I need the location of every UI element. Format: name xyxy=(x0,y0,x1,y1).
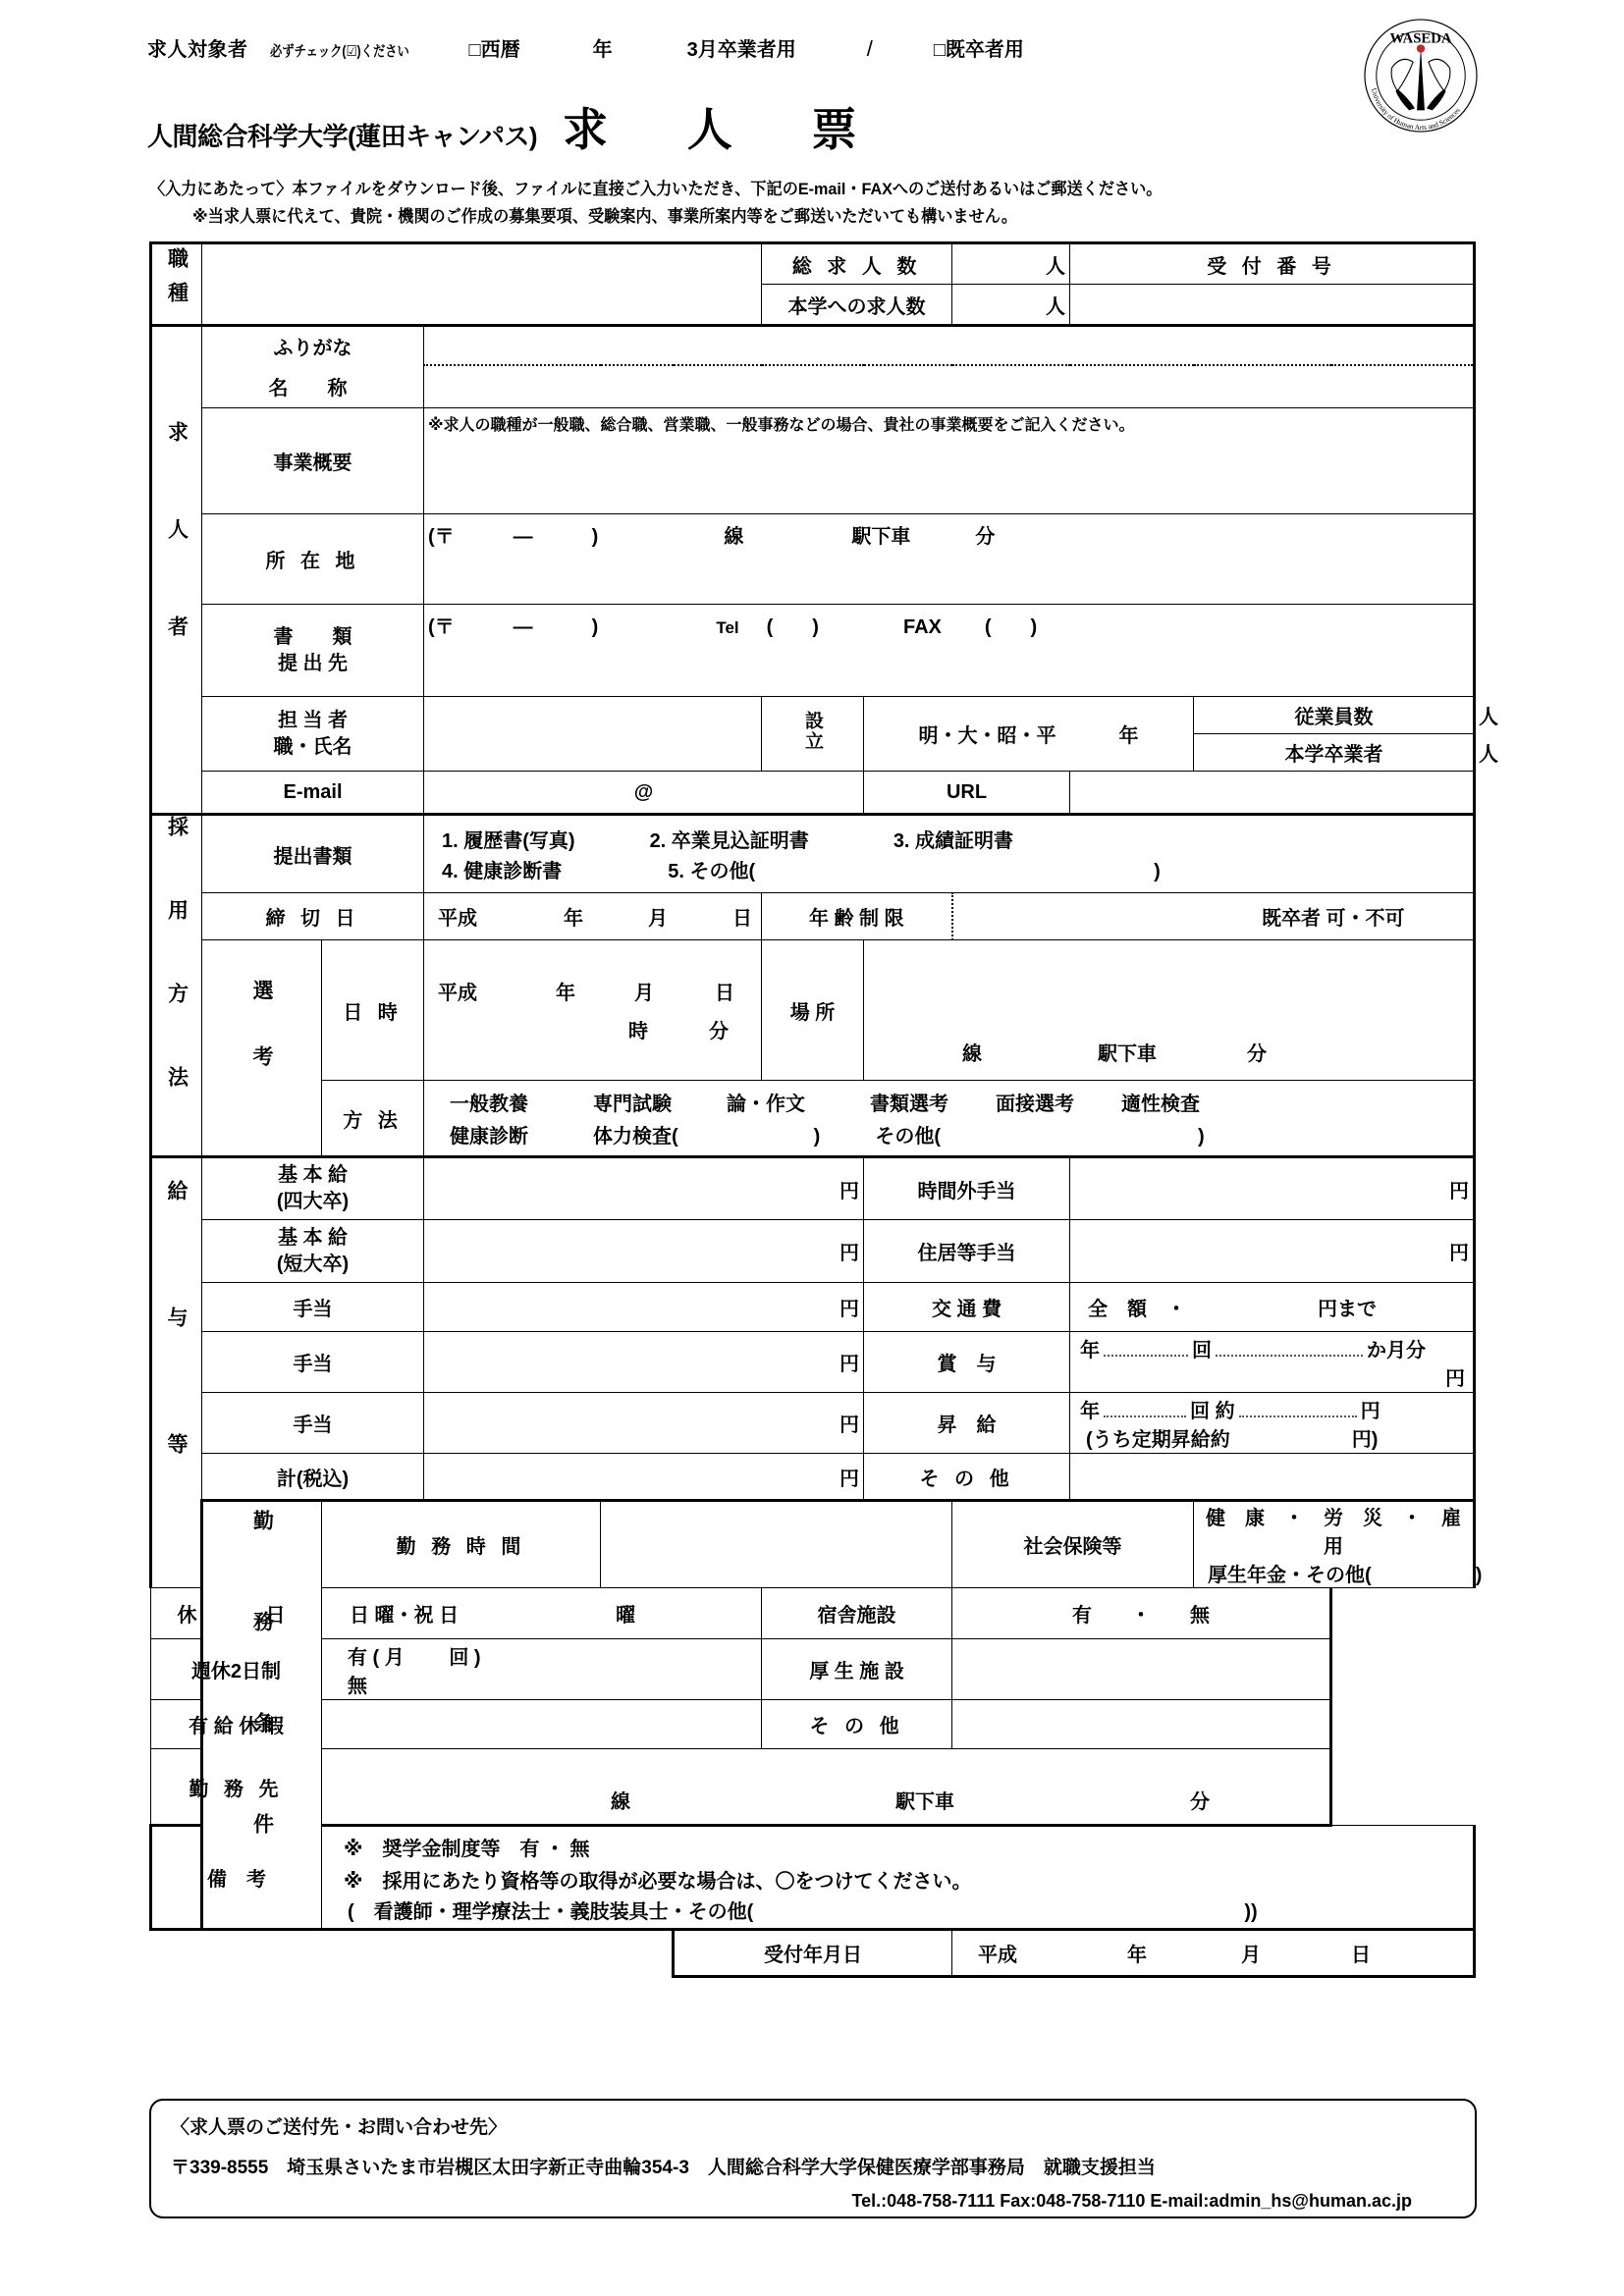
cell-input-welfare-facility[interactable] xyxy=(952,1639,1331,1700)
doc-option-1[interactable]: 1. 履歴書(写真) xyxy=(442,830,575,852)
yen-unit-overtime: 円 xyxy=(1449,1180,1470,1202)
bonus-yen-unit: 円 xyxy=(1445,1367,1466,1390)
cell-input-age-limit[interactable] xyxy=(952,893,1194,940)
yen-unit-allowance-1: 円 xyxy=(839,1299,860,1320)
business-summary-hint: ※求人の職種が一般職、総合職、営業職、一般事務などの場合、貴社の事業概要をご記入ください。 xyxy=(428,417,1135,434)
cell-label-selection: 選考 xyxy=(202,940,322,1157)
cell-label-total-openings: 総 求 人 数 xyxy=(762,243,952,285)
deadline-day: 日 xyxy=(732,908,752,930)
cell-input-raise[interactable] xyxy=(1070,1393,1475,1454)
insurance-other-close: ) xyxy=(1475,1565,1483,1586)
cell-label-deadline: 締 切 日 xyxy=(202,893,424,940)
cell-label-dormitory: 宿舎施設 xyxy=(762,1588,952,1639)
cell-input-job-type[interactable] xyxy=(202,243,762,326)
method-fitness-test[interactable]: 体力検査( xyxy=(593,1126,678,1148)
cell-input-dormitory[interactable]: 有 ・ 無 xyxy=(952,1588,1331,1639)
cell-label-allowance-1: 手当 xyxy=(202,1283,424,1332)
cell-label-furigana: ふりがな xyxy=(202,326,424,365)
table-row-allowance-3 xyxy=(151,1393,1475,1454)
method-specialized-exam[interactable]: 専門試験 xyxy=(593,1094,672,1115)
establishment-year-unit: 年 xyxy=(1118,725,1139,747)
cell-input-two-day-week[interactable] xyxy=(322,1639,762,1700)
doc-dest-line1: 書 類 xyxy=(273,625,352,648)
place-rail-line: 線 xyxy=(962,1043,983,1065)
cell-input-total-openings[interactable] xyxy=(952,243,1070,285)
cell-label-place: 場 所 xyxy=(762,940,864,1081)
cell-input-transport[interactable] xyxy=(1070,1283,1475,1332)
table-row-allowance-1 xyxy=(151,1283,1475,1332)
cell-label-total-salary: 計(税込) xyxy=(202,1454,424,1501)
fax-paren: ( ) xyxy=(984,616,1038,638)
cell-label-transport: 交 通 費 xyxy=(864,1283,1070,1332)
cell-label-salary-other: そ の 他 xyxy=(864,1454,1070,1501)
yen-unit-base-2yr: 円 xyxy=(839,1243,860,1264)
raise-times-approx: 回 約 xyxy=(1190,1400,1235,1422)
header-target-line xyxy=(147,33,1024,62)
cell-label-establishment: 設立 xyxy=(762,697,864,772)
march-grad-label: 3月卒業者用 xyxy=(686,39,796,61)
place-minutes: 分 xyxy=(1247,1043,1268,1065)
table-row-address xyxy=(151,514,1475,605)
cell-label-reception-date: 受付年月日 xyxy=(674,1930,952,1977)
cell-input-furigana[interactable] xyxy=(424,326,1475,365)
doc-option-4[interactable]: 4. 健康診断書 xyxy=(442,861,563,882)
cell-input-required-documents[interactable] xyxy=(424,815,1475,893)
table-row-business-summary xyxy=(151,408,1475,514)
cell-label-overtime-allowance: 時間外手当 xyxy=(864,1157,1070,1220)
insurance-options-line2[interactable]: 厚生年金・その他( xyxy=(1208,1565,1372,1586)
cell-input-paid-leave[interactable] xyxy=(322,1700,762,1749)
cell-input-openings-for-univ[interactable] xyxy=(952,285,1070,326)
cell-label-work-other: そ の 他 xyxy=(762,1700,952,1749)
unit-person-univ: 人 xyxy=(1046,295,1066,318)
table-row-total-salary xyxy=(151,1454,1475,1501)
slash-separator: / xyxy=(866,36,873,61)
table-row-job-type xyxy=(151,243,1475,285)
base-salary-label-1: 基 本 給 xyxy=(277,1164,349,1186)
cell-label-social-insurance: 社会保険等 xyxy=(952,1501,1194,1588)
logo-waseda-text: WASEDA xyxy=(1389,30,1452,47)
cell-label-graduate-eligibility[interactable]: 既卒者 可・不可 xyxy=(1194,893,1475,940)
bonus-months-worth: か月分 xyxy=(1367,1339,1427,1362)
cell-label-required-documents: 提出書類 xyxy=(202,815,424,893)
workplace-rail-line: 線 xyxy=(611,1791,630,1813)
cell-input-document-destination[interactable] xyxy=(424,605,1475,697)
deadline-year: 年 xyxy=(564,908,583,930)
table-row-selection-datetime xyxy=(151,940,1475,1081)
input-note-line-2: ※当求人票に代えて、貴院・機関のご作成の募集要項、受験案内、事業所案内等をご郵送いただいても構いません。 xyxy=(192,207,1018,226)
cell-label-employees: 従業員数 xyxy=(1194,697,1475,734)
table-row-furigana xyxy=(151,326,1475,365)
cell-label-business-summary: 事業概要 xyxy=(202,408,424,514)
footer-contact-details: Tel.:048-758-7111 Fax:048-758-7110 E-mail:admin_hs@human.ac.jp xyxy=(851,2191,1412,2211)
footer-heading: 〈求人票のご送付先・お問い合わせ先〉 xyxy=(171,2117,508,2138)
reception-day: 日 xyxy=(1351,1945,1372,1966)
cell-label-reception-number: 受 付 番 号 xyxy=(1070,243,1475,285)
selection-minute: 分 xyxy=(709,1021,729,1042)
tel-paren: ( ) xyxy=(766,616,819,638)
cell-label-paid-leave: 有 給 休 暇 xyxy=(151,1700,322,1749)
era-options: 明・大・昭・平 xyxy=(918,725,1056,747)
reception-year: 年 xyxy=(1127,1945,1148,1966)
selection-month: 月 xyxy=(634,983,654,1004)
university-name: 人間総合科学大学(蓮田キャンパス) xyxy=(147,122,537,151)
cell-input-datetime[interactable] xyxy=(424,940,762,1081)
contact-line1: 担 当 者 xyxy=(277,709,349,731)
two-day-week-no[interactable]: 無 xyxy=(348,1675,367,1697)
yen-unit-allowance-2: 円 xyxy=(839,1354,860,1375)
place-station: 駅下車 xyxy=(1098,1043,1158,1065)
cell-input-email[interactable] xyxy=(424,772,864,815)
cell-label-work-conditions: 勤務条件 xyxy=(202,1501,322,1930)
yen-unit-total: 円 xyxy=(839,1468,860,1490)
doc-dest-line2: 提 出 先 xyxy=(277,652,349,674)
method-aptitude-test[interactable]: 適性検査 xyxy=(1121,1094,1200,1115)
cell-label-two-day-week: 週休2日制 xyxy=(151,1639,322,1700)
cell-input-total-salary[interactable] xyxy=(424,1454,864,1501)
cell-label-address: 所 在 地 xyxy=(202,514,424,605)
base-salary-label-2: 基 本 給 xyxy=(277,1226,349,1249)
cell-label-salary: 給与等 xyxy=(151,1157,202,1588)
check-note: 必ずチェック(☑)ください xyxy=(269,43,409,60)
year-unit: 年 xyxy=(592,39,613,61)
unit-person-employees: 人 xyxy=(1479,707,1499,728)
table-row-name xyxy=(151,365,1475,408)
footer-address: 〒339-8555 埼玉県さいたま市岩槻区太田字新正寺曲輪354-3 人間総合科学大学保健医療学部事務局 就職支援担当 xyxy=(171,2158,1156,2178)
cell-input-establishment[interactable] xyxy=(864,697,1194,772)
postal-code-mark-dest: (〒 ― ) xyxy=(428,616,599,638)
fax-label: FAX xyxy=(902,616,942,638)
checkbox-kisotsu[interactable]: □既卒者用 xyxy=(933,39,1024,61)
tel-label: Tel xyxy=(716,618,739,637)
unit-person-total: 人 xyxy=(1046,255,1066,278)
cell-label-base-salary-4yr xyxy=(202,1157,424,1220)
cell-input-work-other[interactable] xyxy=(952,1700,1331,1749)
cell-input-bonus[interactable] xyxy=(1070,1332,1475,1393)
deadline-month: 月 xyxy=(648,908,668,930)
cell-label-workplace: 勤 務 先 xyxy=(151,1749,322,1826)
yen-unit-housing: 円 xyxy=(1449,1243,1470,1264)
cell-label-raise: 昇 給 xyxy=(864,1393,1070,1454)
cell-input-selection-method[interactable] xyxy=(424,1081,1475,1157)
job-posting-table xyxy=(149,241,1499,1978)
base-salary-2yr-sub: (短大卒) xyxy=(276,1253,350,1275)
remark-qualification-options[interactable]: ( 看護師・理学療法士・義肢装具士・その他( xyxy=(348,1901,754,1923)
cell-label-email: E-mail xyxy=(202,772,424,815)
cell-label-holidays: 休 日 xyxy=(151,1588,322,1639)
cell-input-reception-number[interactable] xyxy=(1070,285,1475,326)
cell-input-contact-person[interactable] xyxy=(424,697,762,772)
workplace-minutes: 分 xyxy=(1190,1791,1210,1813)
holiday-sunday-public[interactable]: 日 曜・祝 日 xyxy=(350,1605,460,1627)
transport-full-amount[interactable]: 全 額 ・ xyxy=(1088,1299,1187,1320)
cell-label-job-type: 職種 xyxy=(151,243,202,326)
raise-year: 年 xyxy=(1080,1400,1101,1422)
table-row-deadline xyxy=(151,893,1475,940)
cell-label-name: 名 称 xyxy=(202,365,424,408)
method-document-screening[interactable]: 書類選考 xyxy=(870,1094,948,1115)
cell-input-deadline[interactable] xyxy=(424,893,762,940)
cell-input-place[interactable] xyxy=(864,940,1475,1081)
checkbox-seireki[interactable]: □西暦 xyxy=(468,39,520,61)
table-row-document-destination xyxy=(151,605,1475,697)
cell-label-welfare-facility: 厚 生 施 設 xyxy=(762,1639,952,1700)
at-mark: @ xyxy=(633,780,654,803)
svg-text:University of Human Arts and S: University of Human Arts and Sciences xyxy=(1369,86,1462,133)
doc-option-3[interactable]: 3. 成績証明書 xyxy=(893,830,1014,852)
base-salary-4yr-sub: (四大卒) xyxy=(276,1191,350,1212)
cell-label-openings-for-univ: 本学への求人数 xyxy=(762,285,952,326)
cell-label-housing-allowance: 住居等手当 xyxy=(864,1220,1070,1283)
yen-unit-allowance-3: 円 xyxy=(839,1415,860,1436)
cell-input-business-summary[interactable] xyxy=(424,408,1475,514)
cell-label-allowance-2: 手当 xyxy=(202,1332,424,1393)
workplace-station: 駅下車 xyxy=(895,1791,954,1813)
input-note-line-1: 〈入力にあたって〉本ファイルをダウンロード後、ファイルに直接ご入力いただき、下記のE-mail・FAXへのご送付あるいはご郵送ください。 xyxy=(149,180,1163,198)
raise-regular-label: (うち定期昇給約 xyxy=(1086,1428,1230,1451)
table-row-paid-leave xyxy=(151,1700,1475,1749)
remark-scholarship[interactable]: ※ 奨学金制度等 有 ・ 無 xyxy=(344,1839,590,1860)
method-general-education[interactable]: 一般教養 xyxy=(450,1094,528,1115)
method-fitness-close: ) xyxy=(813,1126,821,1148)
cell-input-reception-date[interactable] xyxy=(952,1930,1475,1977)
unit-person-graduates: 人 xyxy=(1479,744,1499,766)
cell-input-base-salary-2yr[interactable] xyxy=(424,1220,864,1283)
cell-label-age-limit: 年 齢 制 限 xyxy=(762,893,952,940)
selection-era: 平成 xyxy=(438,983,477,1004)
cell-input-social-insurance[interactable] xyxy=(1194,1501,1483,1588)
cell-input-allowance-1[interactable] xyxy=(424,1283,864,1332)
reception-month: 月 xyxy=(1241,1945,1262,1966)
waseda-university-logo-icon xyxy=(1363,18,1479,133)
doc-option-5-close: ) xyxy=(1154,861,1161,882)
method-interview[interactable]: 面接選考 xyxy=(996,1094,1074,1115)
method-other[interactable]: その他( xyxy=(875,1126,942,1148)
table-row-contact-person xyxy=(151,697,1475,734)
table-row-remarks xyxy=(151,1826,1475,1930)
cell-input-workplace[interactable] xyxy=(322,1749,1331,1826)
cell-input-work-hours[interactable] xyxy=(601,1501,952,1588)
cell-input-address[interactable] xyxy=(424,514,1475,605)
method-essay[interactable]: 論・作文 xyxy=(727,1094,805,1115)
bonus-times: 回 xyxy=(1192,1339,1213,1362)
bonus-year: 年 xyxy=(1080,1339,1101,1362)
table-row-selection-method xyxy=(151,1081,1475,1157)
cell-input-salary-other[interactable] xyxy=(1070,1454,1475,1501)
table-row-required-documents xyxy=(151,815,1475,893)
selection-day: 日 xyxy=(715,983,734,1004)
table-row-work-hours xyxy=(151,1501,1475,1588)
cell-label-selection-method: 方 法 xyxy=(322,1081,424,1157)
cell-label-univ-graduates: 本学卒業者 xyxy=(1194,734,1475,772)
raise-yen-unit: 円 xyxy=(1360,1400,1380,1422)
cell-label-employer: 求人者 xyxy=(151,326,202,815)
cell-label-base-salary-2yr xyxy=(202,1220,424,1283)
table-row-reception-date xyxy=(151,1930,1475,1977)
rail-line-label-address: 線 xyxy=(724,526,744,548)
cell-spacer-reception xyxy=(151,1930,674,1977)
selection-hour: 時 xyxy=(628,1021,648,1042)
table-row-base-salary-2yr xyxy=(151,1220,1475,1283)
insurance-options-line1[interactable]: 健 康 ・ 労 災 ・ 雇 用 xyxy=(1206,1508,1482,1558)
station-label-address: 駅下車 xyxy=(851,526,911,548)
postal-code-mark-address: (〒 ― ) xyxy=(428,526,599,548)
cell-label-contact-person xyxy=(202,697,424,772)
table-row-holidays xyxy=(151,1588,1475,1639)
remark-qualification-note: ※ 採用にあたり資格等の取得が必要な場合は、〇をつけてください。 xyxy=(344,1871,972,1893)
cell-input-housing-allowance[interactable] xyxy=(1070,1220,1475,1283)
table-row-allowance-2 xyxy=(151,1332,1475,1393)
table-row-email-url xyxy=(151,772,1475,815)
cell-label-work-hours: 勤 務 時 間 xyxy=(322,1501,601,1588)
method-health-check[interactable]: 健康診断 xyxy=(450,1126,528,1148)
minutes-label-address: 分 xyxy=(975,526,996,548)
selection-year: 年 xyxy=(556,983,575,1004)
cell-input-name[interactable] xyxy=(424,365,1475,408)
page-title: 求 人 票 xyxy=(563,104,891,155)
cell-label-datetime: 日 時 xyxy=(322,940,424,1081)
table-row-workplace xyxy=(151,1749,1475,1826)
cell-label-hiring-method: 採用方法 xyxy=(151,815,202,1157)
cell-input-remarks[interactable] xyxy=(322,1826,1475,1930)
method-other-close: ) xyxy=(1198,1126,1205,1148)
contact-footer-box xyxy=(149,2099,1477,2218)
cell-input-holidays[interactable] xyxy=(322,1588,762,1639)
holiday-weekday[interactable]: 曜 xyxy=(616,1605,636,1627)
cell-label-document-destination xyxy=(202,605,424,697)
cell-input-allowance-2[interactable] xyxy=(424,1332,864,1393)
cell-label-url: URL xyxy=(864,772,1070,815)
cell-label-remarks: 備 考 xyxy=(151,1826,322,1930)
remark-qualification-close: )) xyxy=(1244,1901,1258,1923)
cell-input-overtime-allowance[interactable] xyxy=(1070,1157,1475,1220)
contact-line2: 職・氏名 xyxy=(273,735,352,758)
table-row-base-salary-4yr xyxy=(151,1157,1475,1220)
deadline-era: 平成 xyxy=(438,908,477,930)
doc-option-2[interactable]: 2. 卒業見込証明書 xyxy=(649,830,809,852)
cell-input-base-salary-4yr[interactable] xyxy=(424,1157,864,1220)
two-day-week-yes[interactable]: 有 ( 月 回 ) xyxy=(348,1646,481,1669)
cell-label-bonus: 賞 与 xyxy=(864,1332,1070,1393)
yen-unit-base-4yr: 円 xyxy=(839,1180,860,1202)
doc-option-5[interactable]: 5. その他( xyxy=(668,861,756,882)
title-row xyxy=(147,94,891,159)
cell-input-url[interactable] xyxy=(1070,772,1475,815)
transport-up-to-yen: 円まで xyxy=(1318,1299,1378,1320)
target-label: 求人対象者 xyxy=(147,39,248,61)
table-row-two-day-week xyxy=(151,1639,1475,1700)
raise-regular-yen: 円) xyxy=(1351,1428,1379,1451)
cell-input-allowance-3[interactable] xyxy=(424,1393,864,1454)
reception-era: 平成 xyxy=(978,1945,1018,1966)
cell-label-allowance-3: 手当 xyxy=(202,1393,424,1454)
